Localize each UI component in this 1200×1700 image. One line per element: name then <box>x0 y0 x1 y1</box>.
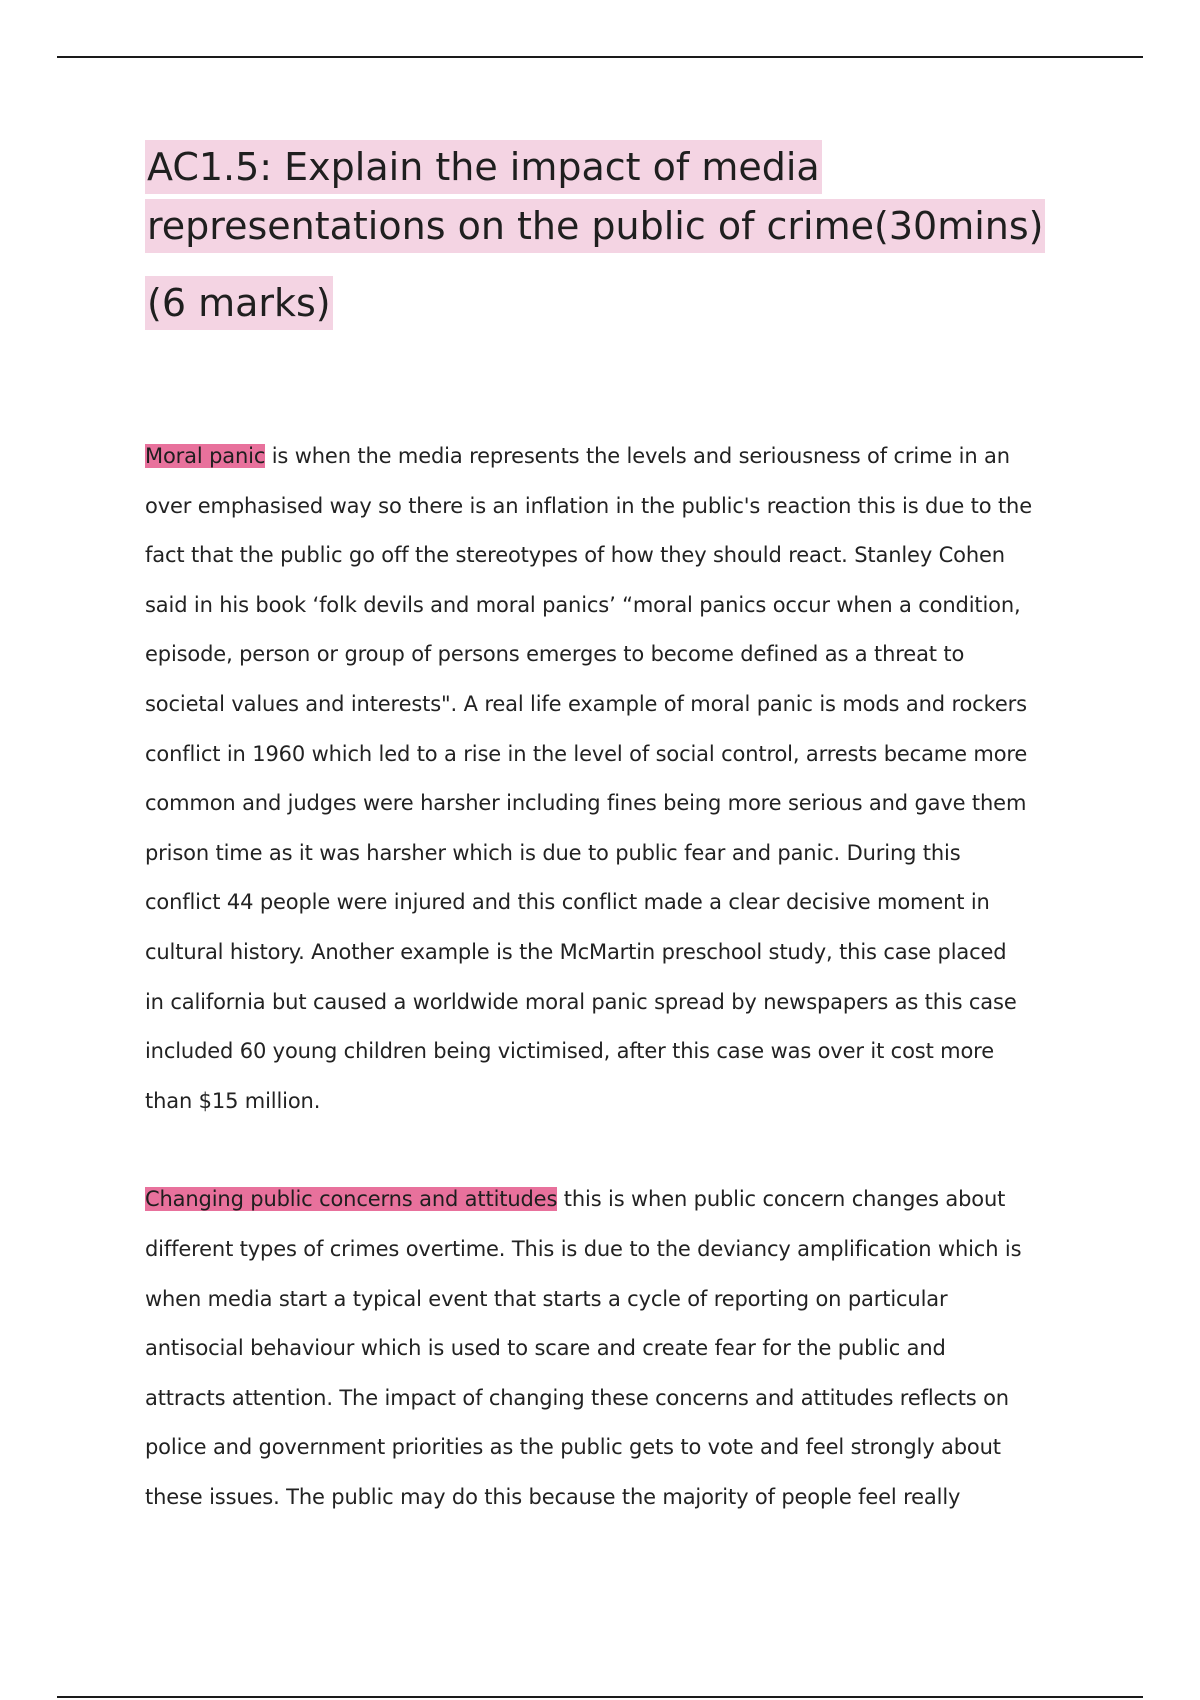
paragraph-line: police and government priorities as the public gets to vote and feel strongly about <box>145 1435 1001 1460</box>
paragraph-line: conflict in 1960 which led to a rise in the level of social control, arrests became more <box>145 741 1028 766</box>
key-term-highlight: Moral panic <box>145 444 266 468</box>
paragraph-line: said in his book ‘folk devils and moral panics’ “moral panics occur when a condition, <box>145 592 1021 617</box>
page-title <box>145 140 1075 335</box>
paragraph-line: Moral panic is when the media represents the levels and seriousness of crime in an <box>145 444 1010 468</box>
title-line-2: representations on the public of crime(30mins) <box>145 199 1045 253</box>
paragraph-line: fact that the public go off the stereotypes of how they should react. Stanley Cohen <box>145 543 1005 568</box>
paragraph-line: episode, person or group of persons emerges to become defined as a threat to <box>145 642 965 667</box>
paragraph-line: antisocial behaviour which is used to scare and create fear for the public and <box>145 1336 946 1361</box>
top-rule <box>57 56 1143 58</box>
paragraph-line: societal values and interests". A real life example of moral panic is mods and rockers <box>145 691 1027 716</box>
paragraph-line: attracts attention. The impact of changing these concerns and attitudes reflects on <box>145 1385 1009 1410</box>
paragraph-line: these issues. The public may do this because the majority of people feel really <box>145 1484 961 1509</box>
paragraph-line: prison time as it was harsher which is due to public fear and panic. During this <box>145 840 961 865</box>
document-body <box>145 140 1075 1522</box>
paragraph-line: Changing public concerns and attitudes this is when public concern changes about <box>145 1187 1006 1212</box>
title-line-1: AC1.5: Explain the impact of media <box>145 140 822 194</box>
paragraph-line: when media start a typical event that starts a cycle of reporting on particular <box>145 1286 948 1311</box>
key-term-highlight: Changing public concerns and attitudes <box>145 1187 558 1212</box>
paragraph-line: included 60 young children being victimised, after this case was over it cost more <box>145 1039 994 1064</box>
paragraph-moral-panic <box>145 432 1075 1126</box>
paragraph-line: cultural history. Another example is the McMartin preschool study, this case placed <box>145 939 1007 964</box>
paragraph-line: common and judges were harsher including fines being more serious and gave them <box>145 791 1027 816</box>
paragraph-changing-concerns <box>145 1175 1075 1522</box>
paragraph-line: than $15 million. <box>145 1088 321 1113</box>
paragraph-line: conflict 44 people were injured and this conflict made a clear decisive moment in <box>145 890 990 915</box>
paragraph-line: over emphasised way so there is an inflation in the public's reaction this is due to the <box>145 493 1032 518</box>
paragraph-line: in california but caused a worldwide moral panic spread by newspapers as this case <box>145 989 1017 1014</box>
title-marks: (6 marks) <box>145 276 333 330</box>
bottom-rule <box>57 1696 1143 1698</box>
paragraph-line: different types of crimes overtime. This is due to the deviancy amplification which is <box>145 1236 1022 1261</box>
